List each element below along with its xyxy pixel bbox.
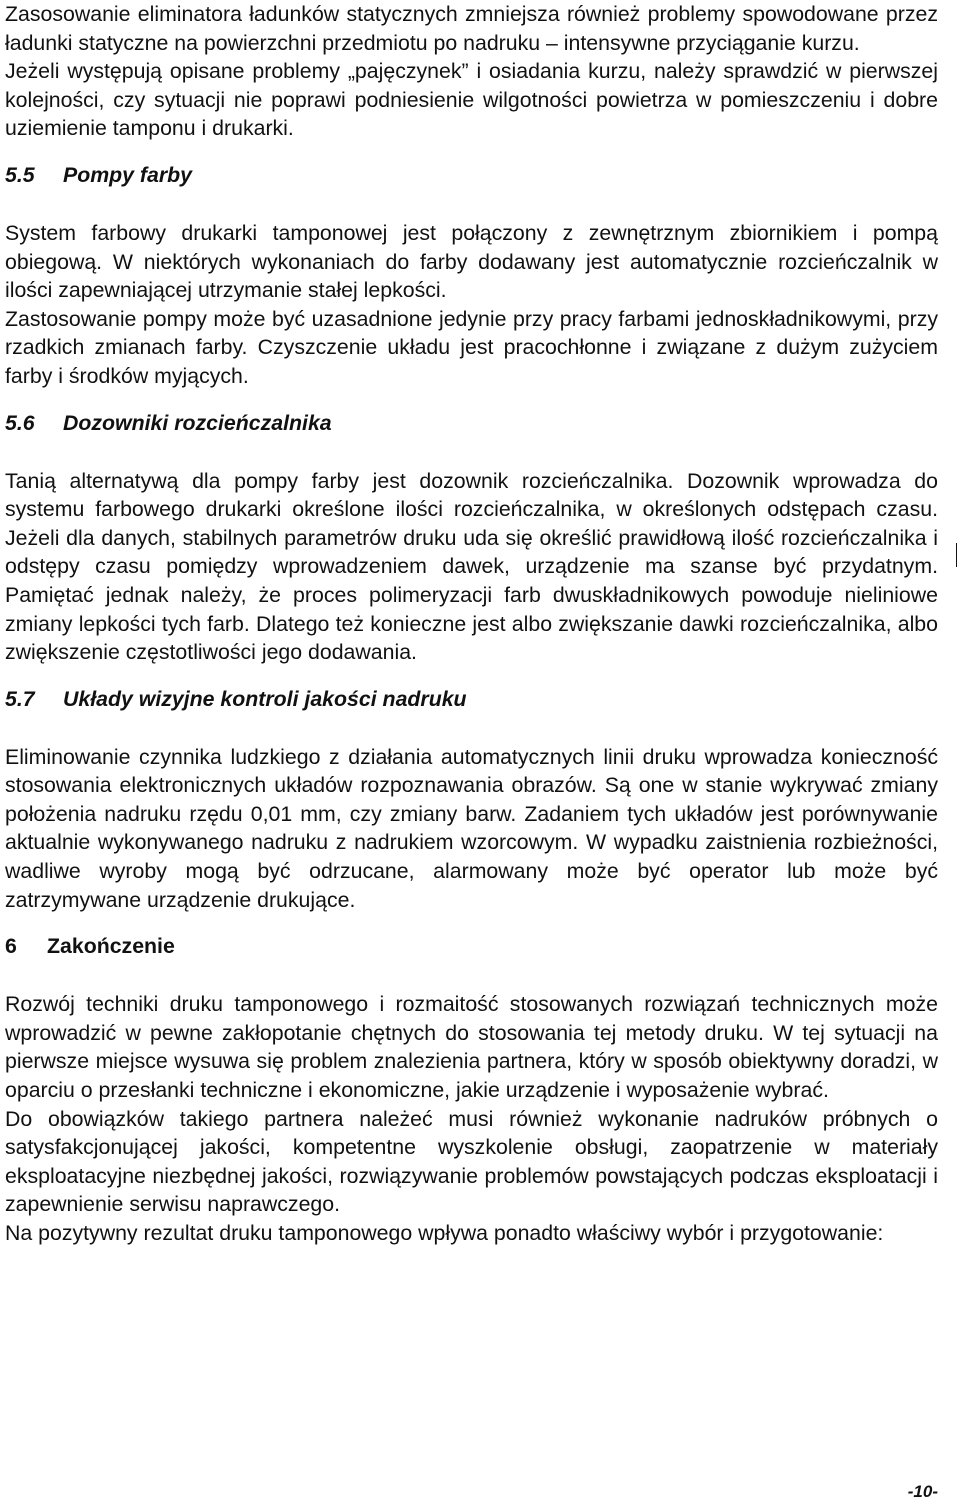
section-number: 5.7 xyxy=(5,686,35,711)
section-6-paragraph-3: Na pozytywny rezultat druku tamponowego wpływa ponadto właściwy wybór i przygotowanie: xyxy=(5,1221,884,1245)
page-number: -10- xyxy=(907,1482,938,1501)
section-title: Zakończenie xyxy=(47,934,175,959)
section-title: Pompy farby xyxy=(63,162,192,187)
section-heading-5-6 xyxy=(5,409,938,437)
intro-paragraph-static-charges: Zasosowanie eliminatora ładunków statycznych zmniejsza również problemy spowodowane przez ładunki statyczne na powierzchni przedmiotu po nadruku – intensywne przyciąganie kurzu. xyxy=(5,2,938,55)
document-page xyxy=(5,0,938,1248)
revision-change-bar xyxy=(956,543,957,567)
section-5-5-paragraph-1: System farbowy drukarki tamponowej jest połączony z zewnętrznym zbiornikiem i pompą obiegową. W niektórych wykonaniach do farby dodawany jest automatycznie rozcieńczalnik w ilości zapewniającej utrzymanie stałej lepkości. xyxy=(5,220,938,303)
section-title: Układy wizyjne kontroli jakości nadruku xyxy=(63,686,467,711)
section-heading-6 xyxy=(5,932,938,960)
section-6-paragraph-1: Rozwój techniki druku tamponowego i rozmaitość stosowanych rozwiązań technicznych może wprowadzić w pewne zakłopotanie chętnych do stosowania tej metody druku. W tej sytuacji na pierwsze miejsce wysuwa się problem znalezienia partnera, który w sposób obiektywny doradzi, w oparciu o przesłanki techniczne i ekonomiczne, jakie urządzenie i wyposażenie wybrać. xyxy=(5,992,938,1103)
intro-paragraph-humidity: Jeżeli występują opisane problemy „pajęczynek” i osiadania kurzu, należy sprawdzić w pierwszej kolejności, czy sytuacji nie poprawi podniesienie wilgotności powietrza w pomieszczeniu i dobre uziemienie tamponu i drukarki. xyxy=(5,59,938,141)
section-5-5-paragraph-2: Zastosowanie pompy może być uzasadnione jedynie przy pracy farbami jednoskładnikowymi, przy rzadkich zmianach farby. Czyszczenie układu jest pracochłonne i związane z dużym zużyciem farby i środków myjących. xyxy=(5,306,938,388)
section-heading-5-7 xyxy=(5,685,938,713)
section-5-7-paragraph-1: Eliminowanie czynnika ludzkiego z działania automatycznych linii druku wprowadza konieczność stosowania elektronicznych układów rozpoznawania obrazów. Są one w stanie wykrywać zmiany położenia nadruku rzędu 0,01 mm, czy zmiany barw. Zadaniem tych układów jest porównywanie aktualnie wykonywanego nadruku z nadrukiem wzorcowym. W wypadku zaistnienia rozbieżności, wadliwe wyroby mogą być odrzucane, alarmowany może być operator lub może być zatrzymywane urządzenie drukujące. xyxy=(5,744,938,912)
section-title: Dozowniki rozcieńczalnika xyxy=(63,410,332,435)
section-heading-5-5 xyxy=(5,161,938,189)
section-number: 5.5 xyxy=(5,162,35,187)
section-number: 6 xyxy=(5,934,17,959)
section-5-6-paragraph-1: Tanią alternatywą dla pompy farby jest dozownik rozcieńczalnika. Dozownik wprowadza do systemu farbowego drukarki określone ilości rozcieńczalnika, w określonych odstępach czasu. Jeżeli dla danych, stabilnych parametrów druku uda się określić prawidłową ilość rozcieńczalnika i odstępy czasu pomiędzy wprowadzeniem dawek, urządzenie ma szanse być przydatnym. Pamiętać jednak należy, że proces polimeryzacji farb dwuskładnikowych powoduje nieliniowe zmiany lepkości tych farb. Dlatego też konieczne jest albo zwiększanie dawki rozcieńczalnika, albo zwiększenie częstotliwości jego dodawania. xyxy=(5,468,938,665)
section-6-paragraph-2: Do obowiązków takiego partnera należeć musi również wykonanie nadruków próbnych o satysfakcjonującej jakości, kompetentne wyszkolenie obsługi, zaopatrzenie w materiały eksploatacyjne niezbędnej jakości, rozwiązywanie problemów powstających podczas eksploatacji i zapewnienie serwisu naprawczego. xyxy=(5,1106,938,1217)
section-number: 5.6 xyxy=(5,410,35,435)
